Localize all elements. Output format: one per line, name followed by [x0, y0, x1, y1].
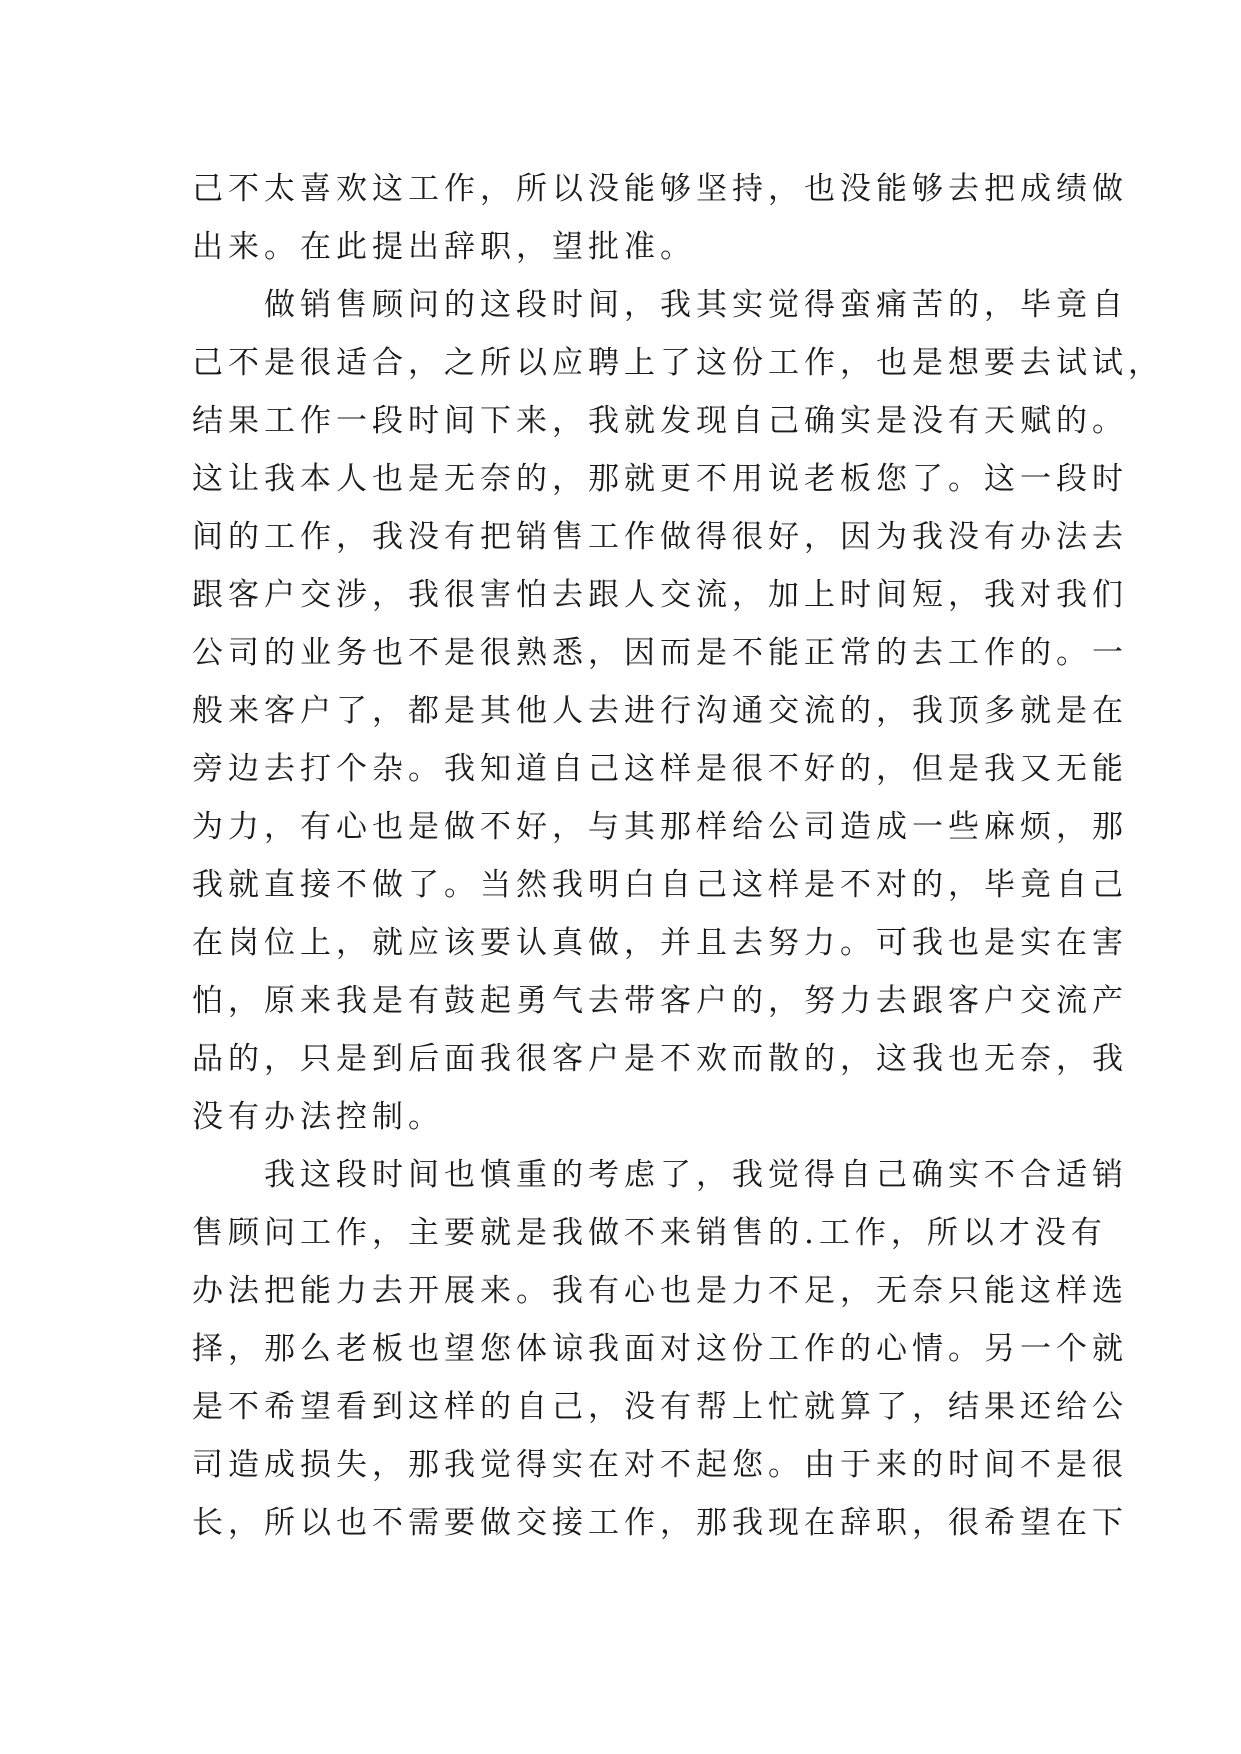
paragraph-2-line-2: 己不是很适合，之所以应聘上了这份工作，也是想要去试试，: [192, 345, 1164, 381]
paragraph-3-line-6: 司造成损失，那我觉得实在对不起您。由于来的时间不是很: [192, 1447, 1128, 1483]
paragraph-2-line-1: 做销售顾问的这段时间，我其实觉得蛮痛苦的，毕竟自: [264, 287, 1128, 323]
document-body: [192, 160, 1164, 1552]
paragraph-2-line-8: 般来客户了，都是其他人去进行沟通交流的，我顶多就是在: [192, 693, 1128, 729]
paragraph-2-line-14: 品的，只是到后面我很客户是不欢而散的，这我也无奈，我: [192, 1041, 1128, 1077]
paragraph-2-line-10: 为力，有心也是做不好，与其那样给公司造成一些麻烦，那: [192, 809, 1128, 845]
paragraph-2-line-15: 没有办法控制。: [192, 1099, 444, 1135]
paragraph-1-line-1: 己不太喜欢这工作，所以没能够坚持，也没能够去把成绩做: [192, 171, 1128, 207]
paragraph-3-line-5: 是不希望看到这样的自己，没有帮上忙就算了，结果还给公: [192, 1389, 1128, 1425]
paragraph-2-line-3: 结果工作一段时间下来，我就发现自己确实是没有天赋的。: [192, 403, 1128, 439]
paragraph-2-line-12: 在岗位上，就应该要认真做，并且去努力。可我也是实在害: [192, 925, 1128, 961]
paragraph-2-line-6: 跟客户交涉，我很害怕去跟人交流，加上时间短，我对我们: [192, 577, 1128, 613]
paragraph-2-line-4: 这让我本人也是无奈的，那就更不用说老板您了。这一段时: [192, 461, 1128, 497]
paragraph-3-line-3: 办法把能力去开展来。我有心也是力不足，无奈只能这样选: [192, 1273, 1128, 1309]
paragraph-2-line-7: 公司的业务也不是很熟悉，因而是不能正常的去工作的。一: [192, 635, 1128, 671]
paragraph-3-line-4: 择，那么老板也望您体谅我面对这份工作的心情。另一个就: [192, 1331, 1128, 1367]
paragraph-2-line-5: 间的工作，我没有把销售工作做得很好，因为我没有办法去: [192, 519, 1128, 555]
paragraph-2-line-13: 怕，原来我是有鼓起勇气去带客户的，努力去跟客户交流产: [192, 983, 1128, 1019]
paragraph-3-line-7: 长，所以也不需要做交接工作，那我现在辞职，很希望在下: [192, 1505, 1128, 1541]
paragraph-1-line-2: 出来。在此提出辞职，望批准。: [192, 229, 696, 265]
paragraph-2-line-11: 我就直接不做了。当然我明白自己这样是不对的，毕竟自己: [192, 867, 1128, 903]
paragraph-3-line-1: 我这段时间也慎重的考虑了，我觉得自己确实不合适销: [264, 1157, 1128, 1193]
paragraph-3-line-2: 售顾问工作，主要就是我做不来销售的.工作，所以才没有: [192, 1215, 1107, 1251]
paragraph-2-line-9: 旁边去打个杂。我知道自己这样是很不好的，但是我又无能: [192, 751, 1128, 787]
